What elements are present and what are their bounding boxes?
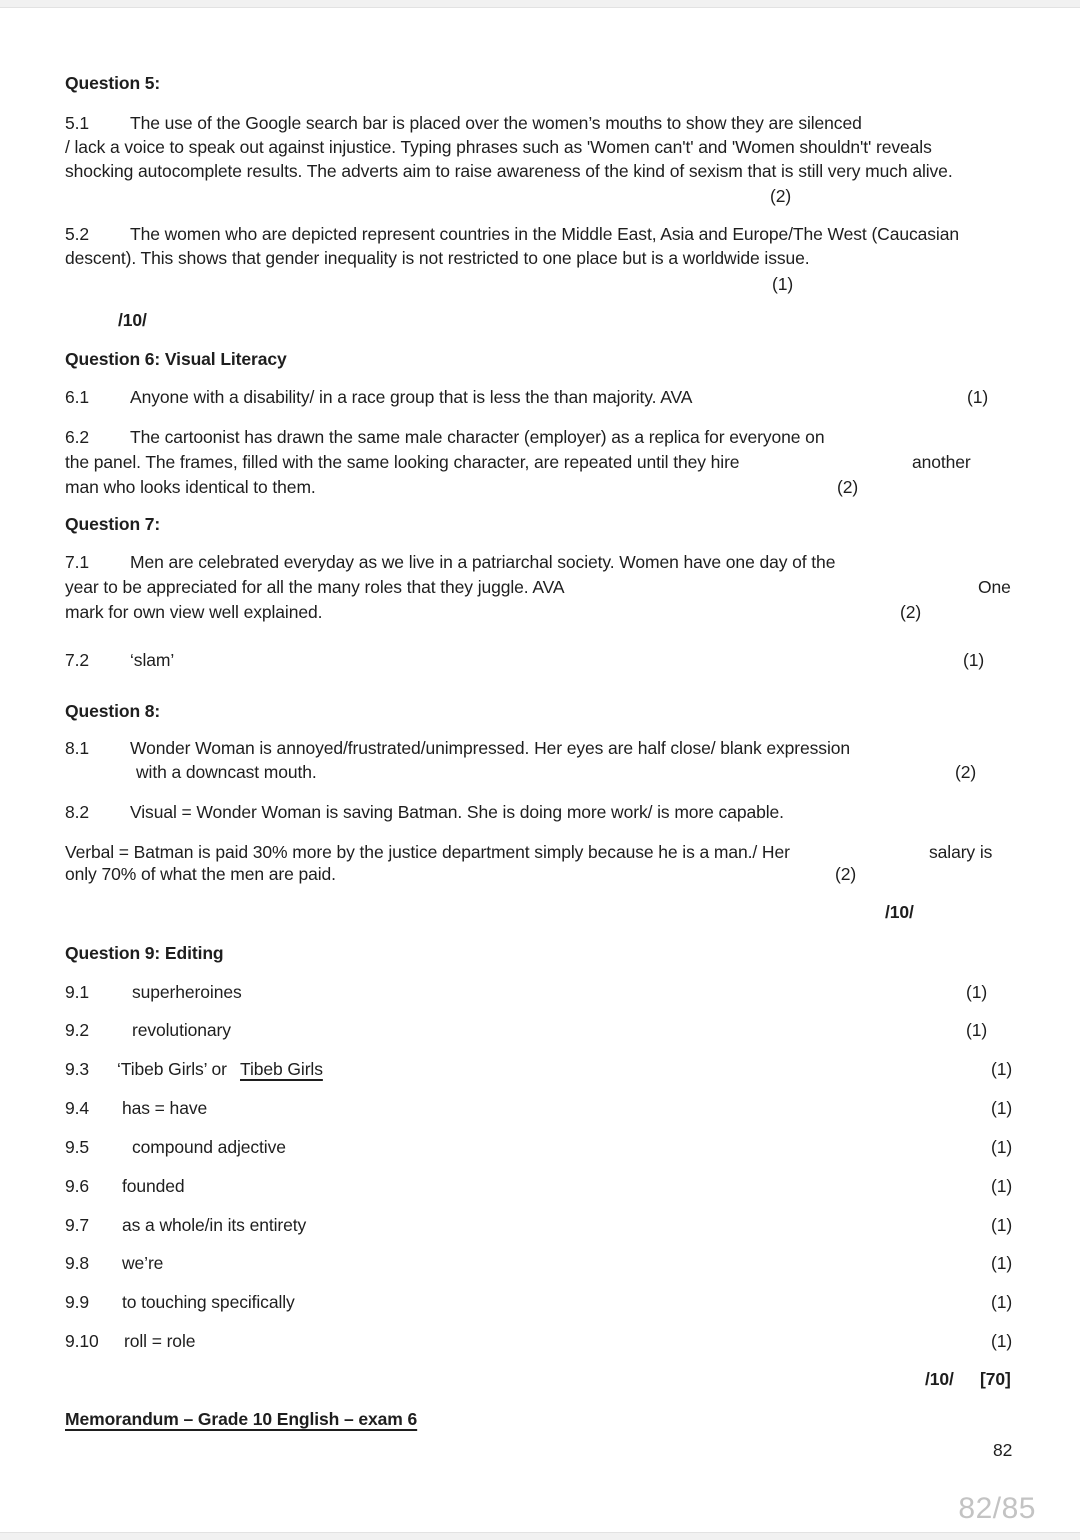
mark-allocation: (1) bbox=[963, 650, 985, 670]
doc-line bbox=[0, 159, 1080, 184]
answer-text: ‘slam’ bbox=[130, 650, 175, 670]
doc-line bbox=[0, 1329, 1080, 1354]
doc-line bbox=[0, 600, 1080, 625]
section-heading: Question 6: Visual Literacy bbox=[65, 349, 287, 369]
mark-allocation: (2) bbox=[900, 602, 922, 622]
answer-text: Tibeb Girls bbox=[240, 1059, 323, 1079]
question-number: 9.7 bbox=[65, 1215, 90, 1235]
question-number: 5.1 bbox=[65, 113, 90, 133]
answer-text: ‘Tibeb Girls’ or bbox=[117, 1059, 232, 1079]
answer-text: superheroines bbox=[132, 982, 242, 1002]
doc-line bbox=[0, 512, 1080, 537]
doc-line bbox=[0, 246, 1080, 271]
doc-line bbox=[0, 347, 1080, 372]
doc-line bbox=[0, 222, 1080, 247]
answer-text: man who looks identical to them. bbox=[65, 477, 316, 497]
question-number: 9.1 bbox=[65, 982, 90, 1002]
doc-line bbox=[0, 1096, 1080, 1121]
answer-text: has = have bbox=[122, 1098, 208, 1118]
mark-allocation: (1) bbox=[991, 1098, 1013, 1118]
doc-line bbox=[0, 760, 1080, 785]
question-number: 6.1 bbox=[65, 387, 90, 407]
mark-allocation: (2) bbox=[835, 864, 857, 884]
question-number: 9.3 bbox=[65, 1059, 90, 1079]
doc-line bbox=[0, 1135, 1080, 1160]
doc-line bbox=[0, 1407, 1080, 1432]
question-number: 5.2 bbox=[65, 224, 90, 244]
doc-line bbox=[0, 385, 1080, 410]
doc-line bbox=[0, 699, 1080, 724]
doc-line bbox=[0, 941, 1080, 966]
doc-line bbox=[0, 272, 1080, 297]
question-number: 8.2 bbox=[65, 802, 90, 822]
question-number: 9.5 bbox=[65, 1137, 90, 1157]
doc-line bbox=[0, 648, 1080, 673]
answer-text: revolutionary bbox=[132, 1020, 231, 1040]
question-number: 9.9 bbox=[65, 1292, 90, 1312]
doc-line bbox=[0, 425, 1080, 450]
answer-text: founded bbox=[122, 1176, 185, 1196]
answer-text: The women who are depicted represent countries in the Middle East, Asia and Europe/The West (Caucasian bbox=[130, 224, 959, 244]
answer-text: Wonder Woman is annoyed/frustrated/unimpressed. Her eyes are half close/ blank expression bbox=[130, 738, 850, 758]
doc-line bbox=[0, 1367, 1080, 1392]
section-total: /10/ bbox=[885, 902, 914, 922]
mark-allocation: (1) bbox=[991, 1292, 1013, 1312]
doc-line bbox=[0, 475, 1080, 500]
answer-text: to touching specifically bbox=[122, 1292, 295, 1312]
mark-allocation: (1) bbox=[991, 1137, 1013, 1157]
answer-text: The cartoonist has drawn the same male character (employer) as a replica for everyone on bbox=[130, 427, 825, 447]
answer-text: mark for own view well explained. bbox=[65, 602, 323, 622]
section-heading: Question 9: Editing bbox=[65, 943, 224, 963]
answer-text: Anyone with a disability/ in a race group that is less the than majority. AVA bbox=[130, 387, 693, 407]
answer-text: roll = role bbox=[124, 1331, 196, 1351]
mark-allocation: (1) bbox=[991, 1253, 1013, 1273]
doc-line bbox=[0, 71, 1080, 96]
doc-line bbox=[0, 1174, 1080, 1199]
doc-line bbox=[0, 900, 1080, 925]
doc-line bbox=[0, 111, 1080, 136]
viewer-page-indicator: 82/85 bbox=[958, 1492, 1036, 1525]
answer-text: Men are celebrated everyday as we live in a patriarchal society. Women have one day of the bbox=[130, 552, 836, 572]
answer-text: compound adjective bbox=[132, 1137, 286, 1157]
question-number: 9.10 bbox=[65, 1331, 99, 1351]
doc-line bbox=[0, 575, 1080, 600]
doc-line bbox=[0, 550, 1080, 575]
mark-allocation: (1) bbox=[991, 1176, 1013, 1196]
mark-allocation: (1) bbox=[966, 982, 988, 1002]
answer-text: we’re bbox=[122, 1253, 164, 1273]
mark-allocation: (1) bbox=[966, 1020, 988, 1040]
question-number: 8.1 bbox=[65, 738, 90, 758]
mark-allocation: (1) bbox=[991, 1215, 1013, 1235]
doc-line bbox=[0, 1251, 1080, 1276]
question-number: 9.8 bbox=[65, 1253, 90, 1273]
doc-line bbox=[0, 135, 1080, 160]
doc-line bbox=[0, 862, 1080, 887]
doc-line bbox=[0, 308, 1080, 333]
question-number: 9.4 bbox=[65, 1098, 90, 1118]
doc-line bbox=[0, 736, 1080, 761]
section-total: /10/ bbox=[925, 1369, 954, 1389]
answer-text: the panel. The frames, filled with the same looking character, are repeated until they hire bbox=[65, 452, 740, 472]
answer-text: another bbox=[912, 452, 971, 472]
answer-text: with a downcast mouth. bbox=[136, 762, 317, 782]
doc-line bbox=[0, 450, 1080, 475]
mark-allocation: (1) bbox=[967, 387, 989, 407]
answer-text: shocking autocomplete results. The adverts aim to raise awareness of the kind of sexism that is still very much alive. bbox=[65, 161, 953, 181]
answer-text: Verbal = Batman is paid 30% more by the justice department simply because he is a man./ Her bbox=[65, 842, 790, 862]
doc-line bbox=[0, 980, 1080, 1005]
answer-text: Visual = Wonder Woman is saving Batman. She is doing more work/ is more capable. bbox=[130, 802, 784, 822]
doc-line bbox=[0, 1018, 1080, 1043]
answer-text: only 70% of what the men are paid. bbox=[65, 864, 336, 884]
mark-allocation: (2) bbox=[837, 477, 859, 497]
doc-line bbox=[0, 1438, 1080, 1463]
mark-allocation: (2) bbox=[955, 762, 977, 782]
answer-text: as a whole/in its entirety bbox=[122, 1215, 307, 1235]
mark-allocation: (1) bbox=[991, 1331, 1013, 1351]
mark-allocation: (2) bbox=[770, 186, 792, 206]
section-heading: Question 8: bbox=[65, 701, 161, 721]
answer-text: salary is bbox=[929, 842, 993, 862]
question-number: 7.2 bbox=[65, 650, 90, 670]
answer-text: year to be appreciated for all the many roles that they juggle. AVA bbox=[65, 577, 565, 597]
doc-line bbox=[0, 1290, 1080, 1315]
section-total: /10/ bbox=[118, 310, 147, 330]
question-number: 6.2 bbox=[65, 427, 90, 447]
answer-text: One bbox=[978, 577, 1011, 597]
paper-total: [70] bbox=[980, 1369, 1011, 1389]
question-number: 9.6 bbox=[65, 1176, 90, 1196]
mark-allocation: (1) bbox=[991, 1059, 1013, 1079]
page-number: 82 bbox=[993, 1440, 1013, 1460]
doc-line bbox=[0, 184, 1080, 209]
answer-text: / lack a voice to speak out against injustice. Typing phrases such as 'Women can't' and 'Women shouldn't' reveals bbox=[65, 137, 932, 157]
answer-text: The use of the Google search bar is placed over the women’s mouths to show they are silenced bbox=[130, 113, 862, 133]
document-title: Memorandum – Grade 10 English – exam 6 bbox=[65, 1409, 418, 1429]
page-gap-bottom bbox=[0, 1532, 1080, 1540]
question-number: 9.2 bbox=[65, 1020, 90, 1040]
doc-line bbox=[0, 800, 1080, 825]
doc-line bbox=[0, 1057, 1080, 1082]
section-heading: Question 7: bbox=[65, 514, 161, 534]
mark-allocation: (1) bbox=[772, 274, 794, 294]
section-heading: Question 5: bbox=[65, 73, 161, 93]
answer-text: descent). This shows that gender inequality is not restricted to one place but is a worldwide issue. bbox=[65, 248, 810, 268]
question-number: 7.1 bbox=[65, 552, 90, 572]
doc-line bbox=[0, 1213, 1080, 1238]
